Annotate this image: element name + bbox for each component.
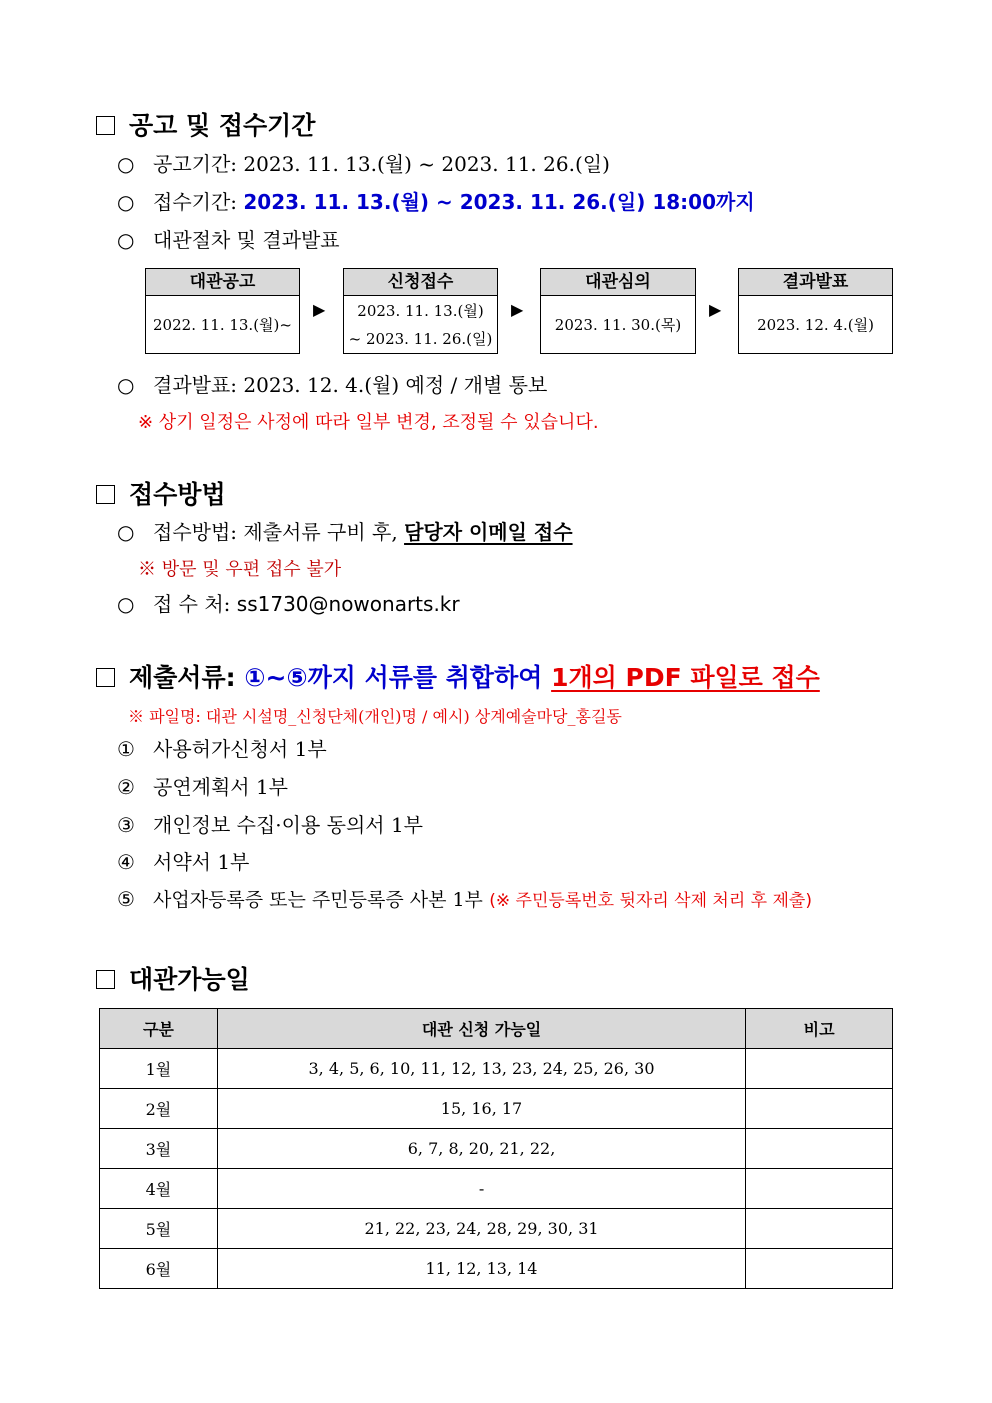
step-title: 결과발표 — [739, 269, 892, 296]
result-line: ○ 결과발표: 2023. 12. 4.(월) 예정 / 개별 통보 — [117, 373, 548, 397]
header-note: 비고 — [746, 1009, 893, 1049]
circled-number: ④ — [117, 850, 135, 874]
step-box-result: 결과발표 2023. 12. 4.(월) — [738, 268, 893, 354]
arrow-right-icon: ▶ — [709, 300, 722, 319]
available-dates-table — [99, 1008, 893, 1289]
step-box-application: 신청접수 2023. 11. 13.(월) ~ 2023. 11. 26.(일) — [343, 268, 498, 354]
table-row: 2월 15, 16, 17 — [100, 1089, 893, 1129]
address-line: ○ 접 수 처: ss1730@nowonarts.kr — [117, 592, 460, 616]
circled-number: ① — [117, 737, 135, 761]
circled-number: ③ — [117, 813, 135, 837]
step-box-announcement: 대관공고 2022. 11. 13.(월)~ — [145, 268, 300, 354]
circle-bullet-icon: ○ — [117, 152, 135, 176]
email-link[interactable]: ss1730@nowonarts.kr — [236, 592, 460, 616]
header-days: 대관 신청 가능일 — [217, 1009, 745, 1049]
table-row: 5월 21, 22, 23, 24, 28, 29, 30, 31 — [100, 1209, 893, 1249]
section-title-method: 접수방법 — [96, 475, 226, 511]
doc-item-2: ② 공연계획서 1부 — [117, 775, 289, 799]
circled-number: ② — [117, 775, 135, 799]
method-note: ※ 방문 및 우편 접수 불가 — [138, 559, 342, 580]
circle-bullet-icon: ○ — [117, 520, 135, 544]
arrow-right-icon: ▶ — [313, 300, 326, 319]
step-title: 대관심의 — [541, 269, 695, 296]
schedule-note: ※ 상기 일정은 사정에 따라 일부 변경, 조정될 수 있습니다. — [138, 412, 599, 433]
method-line: ○ 접수방법: 제출서류 구비 후, 담당자 이메일 접수 — [117, 520, 573, 544]
doc-item-3: ③ 개인정보 수집·이용 동의서 1부 — [117, 813, 423, 837]
notice-period-line: ○ 공고기간: 2023. 11. 13.(월) ~ 2023. 11. 26.(일) — [117, 152, 610, 176]
doc-item-5: ⑤ 사업자등록증 또는 주민등록증 사본 1부 (※ 주민등록번호 뒷자리 삭제 처리 후 제출) — [117, 887, 812, 911]
checkbox-square-icon — [96, 970, 115, 989]
step-box-review: 대관심의 2023. 11. 30.(목) — [540, 268, 696, 354]
circled-number: ⑤ — [117, 887, 135, 911]
header-month: 구분 — [100, 1009, 218, 1049]
section-title-notice: 공고 및 접수기간 — [96, 106, 315, 142]
checkbox-square-icon — [96, 116, 115, 135]
table-header-row — [100, 1009, 893, 1049]
receipt-period-line: ○ 접수기간: 2023. 11. 13.(월) ~ 2023. 11. 26.(일) 18:00까지 — [117, 190, 755, 214]
step-title: 신청접수 — [344, 269, 497, 296]
procedure-line: ○ 대관절차 및 결과발표 — [117, 228, 340, 252]
circle-bullet-icon: ○ — [117, 592, 135, 616]
circle-bullet-icon: ○ — [117, 228, 135, 252]
doc-item-1: ① 사용허가신청서 1부 — [117, 737, 327, 761]
table-row: 1월 3, 4, 5, 6, 10, 11, 12, 13, 23, 24, 25, 26, 30 — [100, 1049, 893, 1089]
checkbox-square-icon — [96, 485, 115, 504]
file-name-note: ※ 파일명: 대관 시설명_신청단체(개인)명 / 예시) 상계예술마당_홍길동 — [128, 707, 622, 726]
arrow-right-icon: ▶ — [511, 300, 524, 319]
table-row: 3월 6, 7, 8, 20, 21, 22, — [100, 1129, 893, 1169]
table-row: 4월 - — [100, 1169, 893, 1209]
circle-bullet-icon: ○ — [117, 373, 135, 397]
doc-item-4: ④ 서약서 1부 — [117, 850, 250, 874]
table-row: 6월 11, 12, 13, 14 — [100, 1249, 893, 1289]
section-title-dates: 대관가능일 — [96, 960, 250, 996]
section-title-docs: 제출서류: ①~⑤까지 서류를 취합하여 1개의 PDF 파일로 접수 — [96, 658, 820, 694]
circle-bullet-icon: ○ — [117, 190, 135, 214]
step-title: 대관공고 — [146, 269, 299, 296]
checkbox-square-icon — [96, 668, 115, 687]
